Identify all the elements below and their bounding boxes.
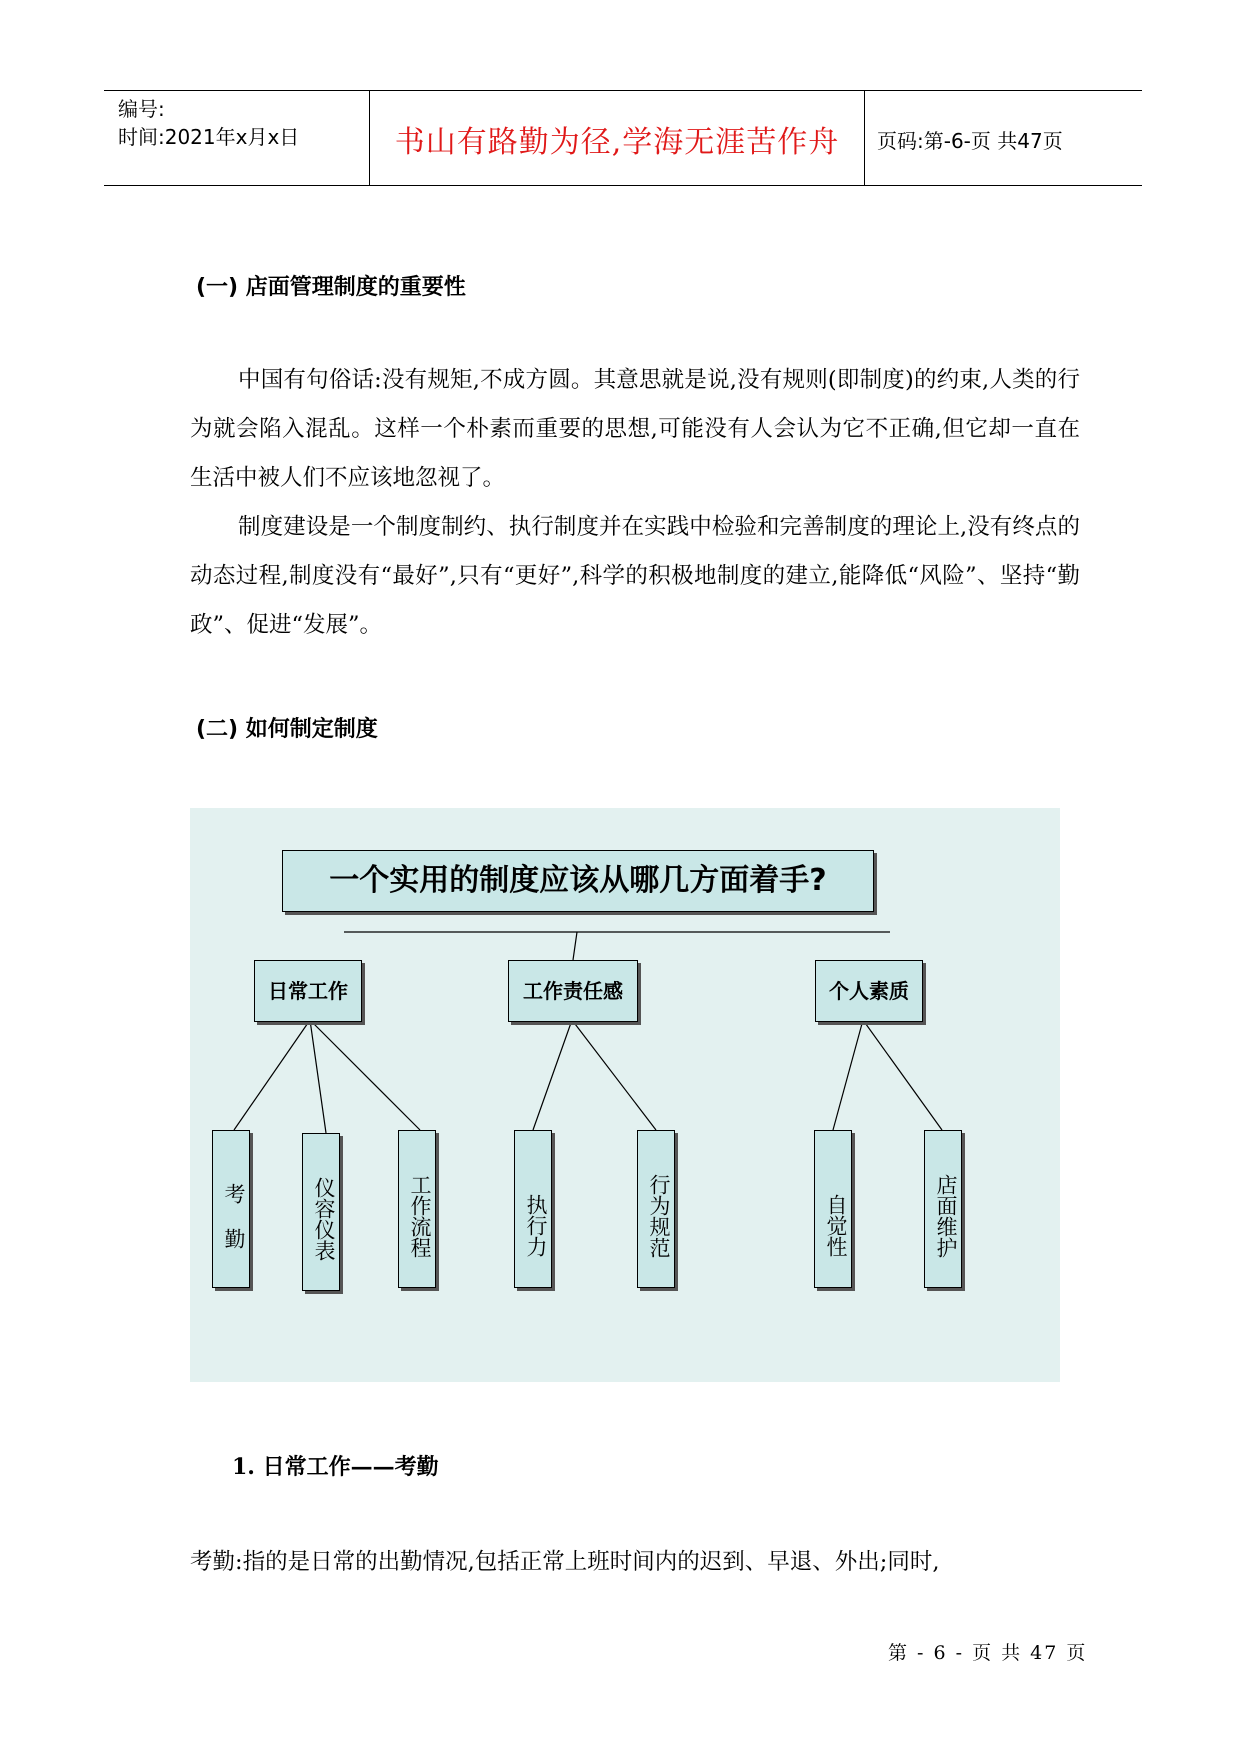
leaf-self-discipline: 自觉性 [814,1130,852,1288]
connector-line [310,1020,420,1130]
section3-body [190,1538,1080,1587]
header-page-cell [865,91,1142,185]
paragraph: 制度建设是一个制度制约、执行制度并在实践中检验和完善制度的理论上,没有终点的动态过程,制度没有“最好”,只有“更好”,科学的积极地制度的建立,能降低“风险”、坚持“勤政”、促进“发展”。 [190,514,1080,638]
section-heading-how-to: (二) 如何制定制度 [196,717,378,742]
connector-line [234,1020,310,1130]
connector-line [572,1020,656,1130]
category-daily-work: 日常工作 [254,960,362,1022]
org-diagram [190,808,1060,1382]
connector-line [533,1020,572,1130]
number-label: 编号: [118,97,165,121]
connector-line [863,1020,942,1130]
leaf-execution: 执行力 [514,1130,552,1288]
leaf-attendance: 考 勤 [212,1130,250,1288]
connector-line [573,932,577,960]
motto: 书山有路勤为径,学海无涯苦作舟 [394,125,840,160]
connector-line [833,1020,863,1130]
paragraph: 中国有句俗话:没有规矩,不成方圆。其意思就是说,没有规则(即制度)的约束,人类的行为就会陷入混乱。这样一个朴素而重要的思想,可能没有人会认为它不正确,但它却一直在生活中被人们不应该地忽视了。 [190,367,1080,491]
section-heading-importance: (一) 店面管理制度的重要性 [196,275,466,300]
leaf-workflow: 工作流程 [398,1130,436,1288]
page-footer: 第 - 6 - 页 共 47 页 [888,1642,1088,1664]
header-meta-cell [104,91,370,185]
header-motto-cell [370,91,865,185]
time-label: 时间:2021年x月x日 [118,125,300,149]
section1-body [190,356,1080,650]
leaf-appearance: 仪容仪表 [302,1133,340,1291]
connector-line [310,1020,326,1133]
leaf-conduct: 行为规范 [637,1130,675,1288]
leaf-store-maintenance: 店面维护 [924,1130,962,1288]
section-heading-attendance: 1. 日常工作——考勤 [232,1454,439,1480]
category-personal-quality: 个人素质 [815,960,923,1022]
paragraph: 考勤:指的是日常的出勤情况,包括正常上班时间内的迟到、早退、外出;同时, [190,1549,940,1575]
diagram-title: 一个实用的制度应该从哪几方面着手? [282,850,874,912]
category-responsibility: 工作责任感 [508,960,638,1022]
page-header [104,90,1142,186]
page-number-label: 页码:第-6-页 共47页 [877,129,1063,153]
